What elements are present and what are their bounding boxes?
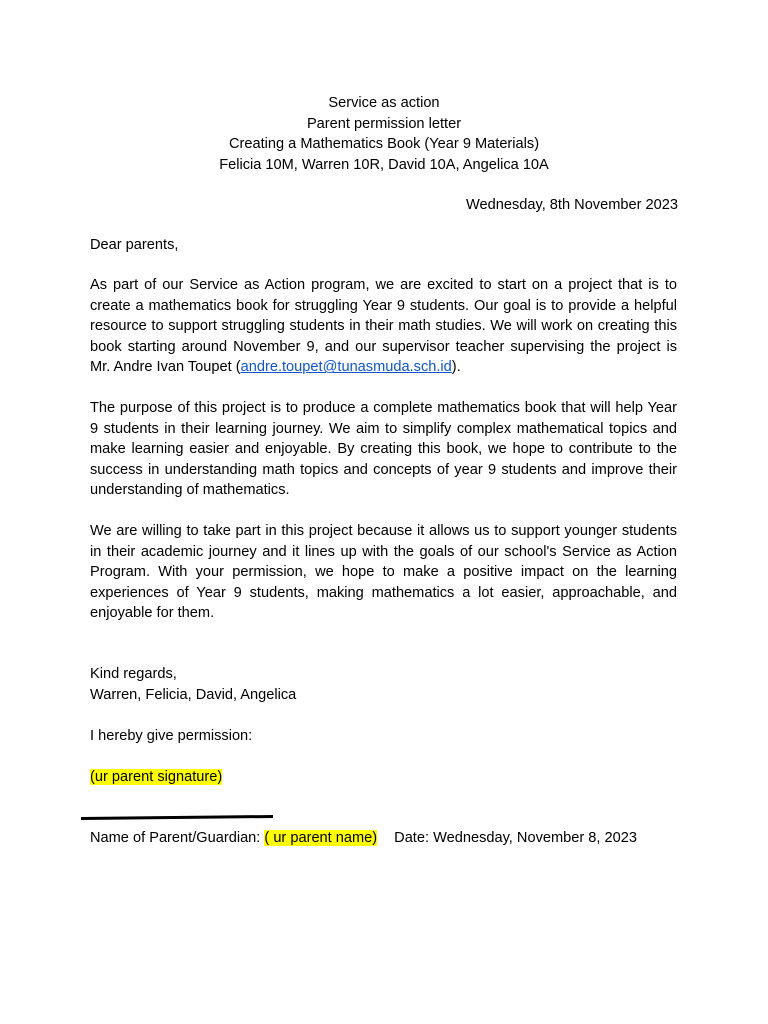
header-project-title: Creating a Mathematics Book (Year 9 Materials) bbox=[228, 136, 540, 153]
guardian-date: Date: Wednesday, November 8, 2023 bbox=[394, 830, 637, 846]
paragraph-intro-text: As part of our Service as Action program, we are excited to start on a project that is to create a mathematics book for struggling Year 9 students. Our goal is to provide a helpful resource to support struggling students in their math studies. We will work on creating this book starting around November 9, and our supervisor teacher supervising the project is Mr. Andre Ivan Toupet ( bbox=[90, 277, 677, 376]
supervisor-email-link[interactable]: andre.toupet@tunasmuda.sch.id bbox=[240, 359, 452, 376]
guardian-name-label: Name of Parent/Guardian: bbox=[90, 830, 265, 846]
signature-area bbox=[90, 767, 222, 788]
permission-statement: I hereby give permission: bbox=[90, 728, 253, 744]
closing bbox=[90, 664, 296, 705]
closing-names: Warren, Felicia, David, Angelica bbox=[90, 686, 297, 703]
header-students: Felicia 10M, Warren 10R, David 10A, Angelica 10A bbox=[219, 156, 549, 173]
header-program: Service as action bbox=[328, 95, 440, 111]
signature-line bbox=[81, 815, 273, 820]
guardian-info-line bbox=[90, 828, 637, 849]
guardian-name-placeholder: ( ur parent name) bbox=[264, 830, 378, 846]
signature-placeholder: (ur parent signature) bbox=[90, 769, 223, 785]
paragraph-intro-tail: ). bbox=[451, 359, 461, 376]
closing-regards: Kind regards, bbox=[90, 666, 177, 682]
salutation: Dear parents, bbox=[90, 237, 179, 253]
letter-date: Wednesday, 8th November 2023 bbox=[465, 197, 678, 213]
paragraph-intro bbox=[90, 275, 677, 378]
paragraph-motivation: We are willing to take part in this project because it allows us to support younger students in their academic journey and it lines up with the goals of our school's Service as Action Program. With your permission, we hope to make a positive impact on the learning experiences of Year 9 students, making mathematics a lot easier, approachable, and enjoyable for them. bbox=[90, 523, 677, 622]
paragraph-purpose: The purpose of this project is to produce a complete mathematics book that will help Year 9 students in their learning journey. We aim to simplify complex mathematical topics and make learning easier and enjoyable. By creating this book, we hope to contribute to the success in understanding math topics and concepts of year 9 students and improve their understanding of mathematics. bbox=[90, 400, 677, 499]
letter-header bbox=[90, 93, 678, 175]
header-letter-type: Parent permission letter bbox=[306, 115, 462, 132]
